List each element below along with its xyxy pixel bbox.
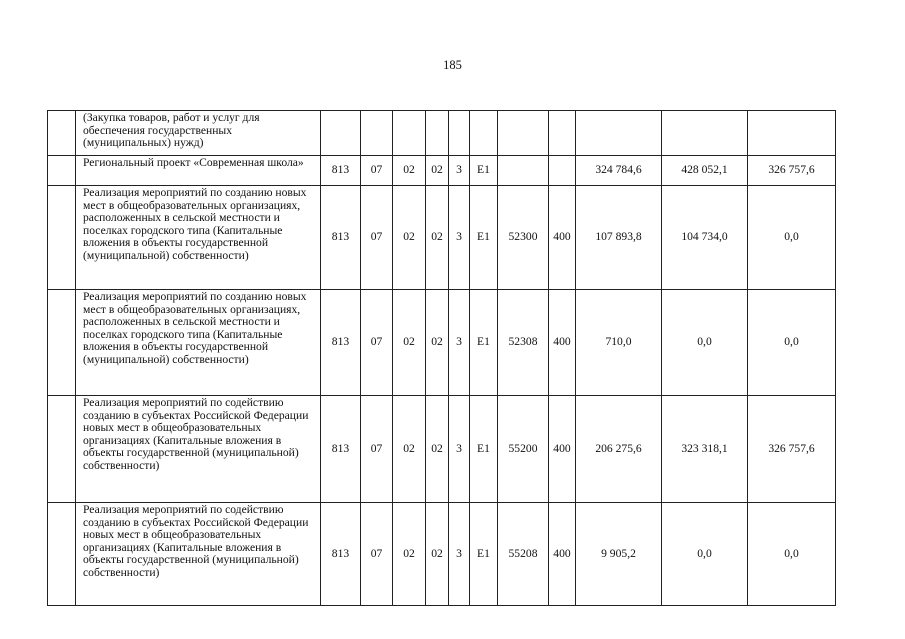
amount-year-3: 326 757,6 bbox=[748, 396, 836, 503]
amount-year-2: 104 734,0 bbox=[662, 186, 748, 290]
expense-type-code: 400 bbox=[549, 290, 576, 396]
subprogram-code: 3 bbox=[449, 290, 470, 396]
program-code: 02 bbox=[426, 186, 449, 290]
subprogram-code: 3 bbox=[449, 186, 470, 290]
amount-year-3: 0,0 bbox=[748, 186, 836, 290]
ministry-code: 813 bbox=[321, 503, 361, 606]
table-row bbox=[48, 396, 836, 503]
row-name: (Закупка товаров, работ и услуг для обеспечения государственных (муниципальных) нужд) bbox=[76, 111, 321, 156]
row-name: Региональный проект «Современная школа» bbox=[76, 156, 321, 186]
program-code: 02 bbox=[426, 396, 449, 503]
ministry-code: 813 bbox=[321, 290, 361, 396]
amount-year-3 bbox=[748, 111, 836, 156]
direction-code: 55200 bbox=[498, 396, 549, 503]
program-code: 02 bbox=[426, 503, 449, 606]
row-margin-cell bbox=[48, 186, 76, 290]
program-code: 02 bbox=[426, 290, 449, 396]
ministry-code: 813 bbox=[321, 186, 361, 290]
amount-year-3: 326 757,6 bbox=[748, 156, 836, 186]
section-code: 07 bbox=[361, 186, 393, 290]
table-row bbox=[48, 503, 836, 606]
subprogram-code: 3 bbox=[449, 396, 470, 503]
section-code bbox=[361, 111, 393, 156]
subprogram-code: 3 bbox=[449, 503, 470, 606]
amount-year-2: 0,0 bbox=[662, 503, 748, 606]
project-code: E1 bbox=[470, 503, 498, 606]
budget-table bbox=[47, 110, 836, 606]
row-margin-cell bbox=[48, 111, 76, 156]
row-name: Реализация мероприятий по содействию созданию в субъектах Российской Федерации новых мест в общеобразовательных организациях (Капитальные вложения в объекты государственной (муниципальной) собственности) bbox=[76, 503, 321, 606]
subprogram-code: 3 bbox=[449, 156, 470, 186]
amount-year-2 bbox=[662, 111, 748, 156]
project-code: E1 bbox=[470, 156, 498, 186]
direction-code bbox=[498, 111, 549, 156]
amount-year-1: 324 784,6 bbox=[576, 156, 662, 186]
project-code: E1 bbox=[470, 186, 498, 290]
section-code: 07 bbox=[361, 156, 393, 186]
amount-year-2: 0,0 bbox=[662, 290, 748, 396]
expense-type-code bbox=[549, 156, 576, 186]
row-name: Реализация мероприятий по созданию новых мест в общеобразовательных организациях, расположенных в сельской местности и поселках городского типа (Капитальные вложения в объекты государственной (муниципальной) собственности) bbox=[76, 290, 321, 396]
amount-year-2: 323 318,1 bbox=[662, 396, 748, 503]
direction-code: 52300 bbox=[498, 186, 549, 290]
amount-year-1: 9 905,2 bbox=[576, 503, 662, 606]
section-code: 07 bbox=[361, 290, 393, 396]
row-margin-cell bbox=[48, 156, 76, 186]
table-row bbox=[48, 156, 836, 186]
subsection-code bbox=[393, 111, 426, 156]
row-margin-cell bbox=[48, 396, 76, 503]
page-number: 185 bbox=[443, 58, 462, 72]
amount-year-1: 206 275,6 bbox=[576, 396, 662, 503]
subsection-code: 02 bbox=[393, 396, 426, 503]
direction-code: 55208 bbox=[498, 503, 549, 606]
ministry-code: 813 bbox=[321, 396, 361, 503]
subsection-code: 02 bbox=[393, 290, 426, 396]
direction-code bbox=[498, 156, 549, 186]
table-row bbox=[48, 290, 836, 396]
amount-year-3: 0,0 bbox=[748, 503, 836, 606]
row-margin-cell bbox=[48, 503, 76, 606]
expense-type-code: 400 bbox=[549, 503, 576, 606]
subsection-code: 02 bbox=[393, 186, 426, 290]
amount-year-1: 710,0 bbox=[576, 290, 662, 396]
row-name: Реализация мероприятий по содействию созданию в субъектах Российской Федерации новых мест в общеобразовательных организациях (Капитальные вложения в объекты государственной (муниципальной) собственности) bbox=[76, 396, 321, 503]
expense-type-code: 400 bbox=[549, 396, 576, 503]
ministry-code: 813 bbox=[321, 156, 361, 186]
program-code bbox=[426, 111, 449, 156]
table-row bbox=[48, 186, 836, 290]
amount-year-1: 107 893,8 bbox=[576, 186, 662, 290]
amount-year-1 bbox=[576, 111, 662, 156]
table-row bbox=[48, 111, 836, 156]
section-code: 07 bbox=[361, 396, 393, 503]
direction-code: 52308 bbox=[498, 290, 549, 396]
section-code: 07 bbox=[361, 503, 393, 606]
subsection-code: 02 bbox=[393, 156, 426, 186]
subprogram-code bbox=[449, 111, 470, 156]
project-code: E1 bbox=[470, 396, 498, 503]
row-name: Реализация мероприятий по созданию новых мест в общеобразовательных организациях, расположенных в сельской местности и поселках городского типа (Капитальные вложения в объекты государственной (муниципальной) собственности) bbox=[76, 186, 321, 290]
amount-year-2: 428 052,1 bbox=[662, 156, 748, 186]
project-code: E1 bbox=[470, 290, 498, 396]
program-code: 02 bbox=[426, 156, 449, 186]
amount-year-3: 0,0 bbox=[748, 290, 836, 396]
expense-type-code bbox=[549, 111, 576, 156]
expense-type-code: 400 bbox=[549, 186, 576, 290]
ministry-code bbox=[321, 111, 361, 156]
project-code bbox=[470, 111, 498, 156]
row-margin-cell bbox=[48, 290, 76, 396]
subsection-code: 02 bbox=[393, 503, 426, 606]
